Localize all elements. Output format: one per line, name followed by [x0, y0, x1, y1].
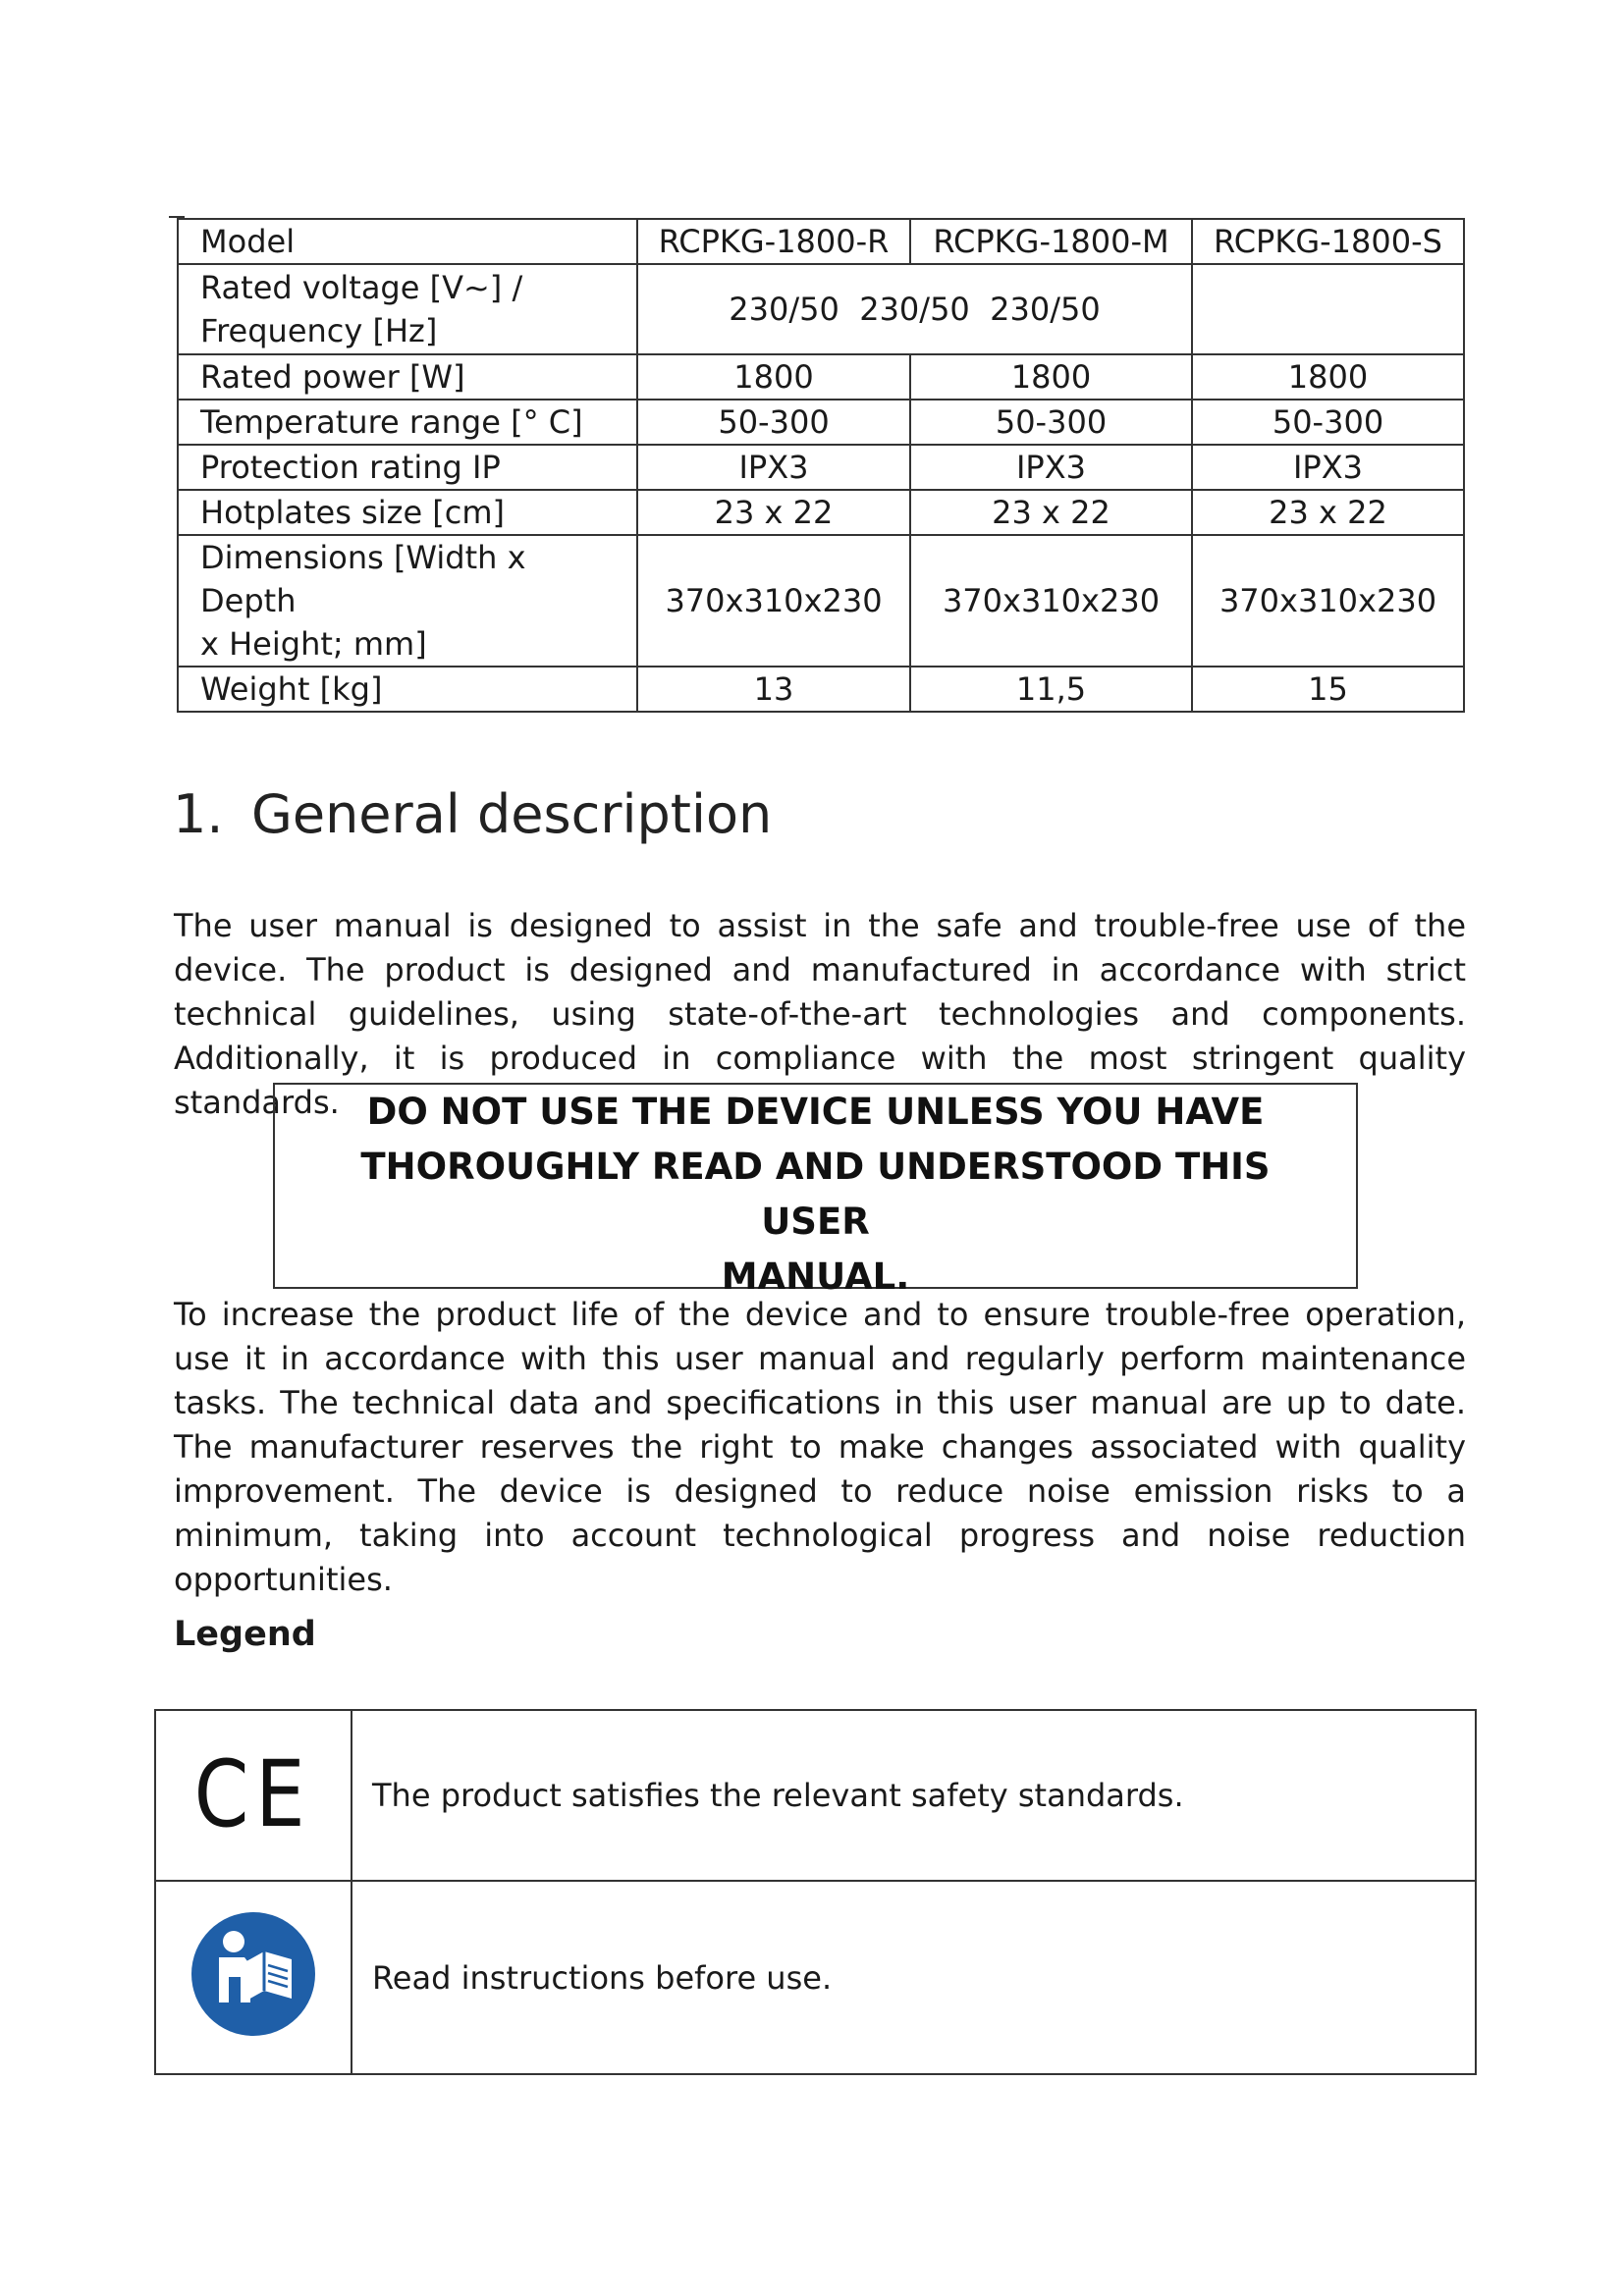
warning-line: THOROUGHLY READ AND UNDERSTOOD THIS USER: [360, 1146, 1271, 1243]
table-cell: IPX3: [1192, 445, 1464, 490]
table-cell: 370x310x230: [1192, 535, 1464, 667]
table-cell: 50-300: [910, 400, 1192, 445]
row-label-line: x Height; mm]: [200, 625, 427, 663]
merged-voltage-cell: 230/50 230/50 230/50: [637, 264, 1192, 354]
row-label-line: Rated voltage [V~] /: [200, 269, 523, 306]
table-cell: 50-300: [637, 400, 910, 445]
row-label: Weight [kg]: [178, 667, 637, 712]
header-cell: RCPKG-1800-S: [1192, 219, 1464, 264]
table-cell: [1192, 264, 1464, 354]
legend-row: [155, 1710, 1476, 1881]
header-cell: Model: [178, 219, 637, 264]
header-cell: RCPKG-1800-R: [637, 219, 910, 264]
ce-mark-symbol: CE: [194, 1741, 312, 1848]
table-cell: 1800: [637, 354, 910, 400]
table-cell: 23 x 22: [1192, 490, 1464, 535]
maintenance-paragraph: To increase the product life of the device and to ensure trouble-free operation, use it in accordance with this user manual and regularly perform maintenance tasks. The technical data and specifications in this user manual are up to date. The manufacturer reserves the right to make changes associated with quality improvement. The device is designed to reduce noise emission risks to a minimum, taking into account technological progress and noise reduction opportunities.: [174, 1296, 1466, 1598]
intro-paragraph: The user manual is designed to assist in the safe and trouble-free use of the device. The product is designed and manufactured in accordance with strict technical guidelines, using state-of-the-art technologies and components. Additionally, it is produced in compliance with the most stringent quality standards.: [174, 907, 1466, 1121]
warning-box: [273, 1083, 1358, 1298]
ce-mark-icon: [155, 1710, 352, 1881]
table-cell: IPX3: [910, 445, 1192, 490]
table-cell: 1800: [910, 354, 1192, 400]
table-cell: 23 x 22: [910, 490, 1192, 535]
table-cell: 1800: [1192, 354, 1464, 400]
table-row: [178, 445, 1464, 490]
table-cell: 50-300: [1192, 400, 1464, 445]
warning-line: DO NOT USE THE DEVICE UNLESS YOU HAVE: [366, 1091, 1265, 1133]
row-label: Protection rating IP: [178, 445, 637, 490]
table-row: [178, 535, 1464, 667]
table-row: [178, 490, 1464, 535]
legend-title: Legend: [174, 1615, 316, 1654]
table-row: [178, 400, 1464, 445]
read-manual-icon: [189, 1910, 317, 2038]
row-label-line: Dimensions [Width x Depth: [200, 539, 526, 619]
legend-text: Read instructions before use.: [352, 1881, 1476, 2074]
table-header-row: [178, 219, 1464, 264]
table-cell: 15: [1192, 667, 1464, 712]
row-label: Rated power [W]: [178, 354, 637, 400]
warning-line: MANUAL.: [721, 1255, 910, 1298]
row-label: [178, 535, 637, 667]
legend-table: [154, 1709, 1477, 2075]
table-row: [178, 667, 1464, 712]
row-label: Temperature range [° C]: [178, 400, 637, 445]
table-cell: 370x310x230: [910, 535, 1192, 667]
row-label: [178, 264, 637, 354]
table-cell: 13: [637, 667, 910, 712]
table-cell: 370x310x230: [637, 535, 910, 667]
section-number: 1.: [173, 783, 224, 845]
table-row: [178, 354, 1464, 400]
table-cell: IPX3: [637, 445, 910, 490]
section-title: General description: [251, 783, 773, 845]
row-label: Hotplates size [cm]: [178, 490, 637, 535]
header-cell: RCPKG-1800-M: [910, 219, 1192, 264]
table-cell: 11,5: [910, 667, 1192, 712]
section-heading: [173, 775, 772, 854]
specifications-table: [177, 218, 1465, 713]
row-label-line: Frequency [Hz]: [200, 312, 438, 349]
legend-text: The product satisfies the relevant safety standards.: [352, 1710, 1476, 1881]
legend-row: [155, 1881, 1476, 2074]
table-cell: 23 x 22: [637, 490, 910, 535]
table-row: [178, 264, 1464, 354]
